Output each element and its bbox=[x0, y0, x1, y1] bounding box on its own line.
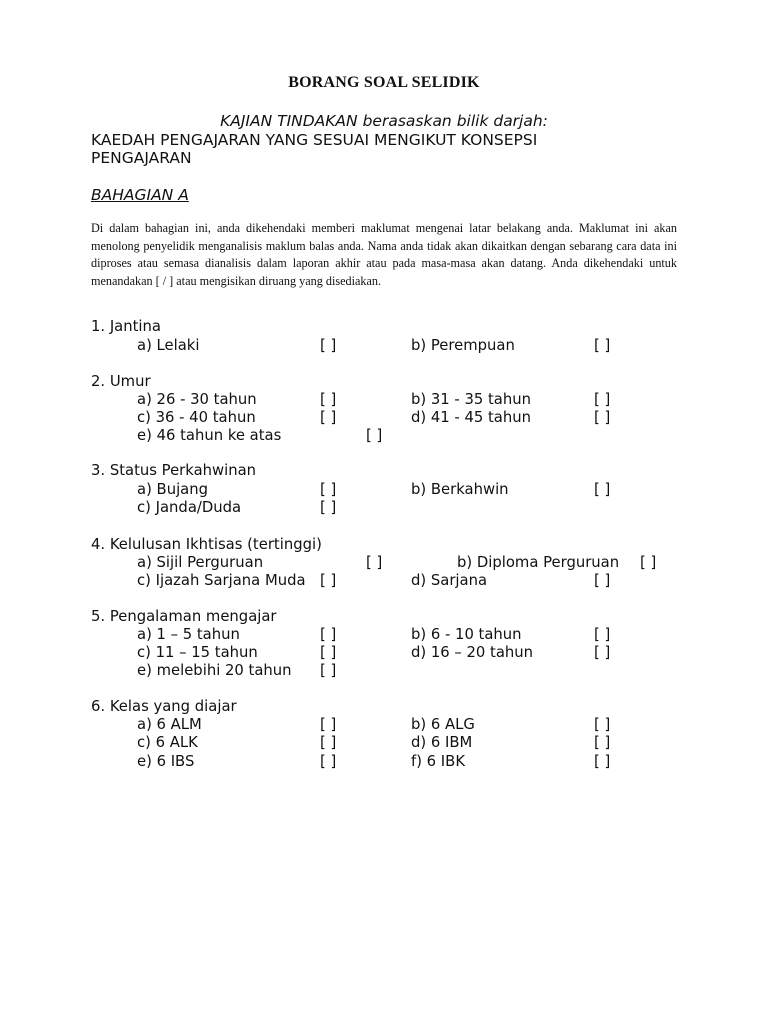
q6-option-d: d) 6 IBM bbox=[411, 734, 473, 751]
question-5-title: 5. Pengalaman mengajar bbox=[91, 608, 277, 625]
q6-checkbox-e[interactable]: [ ] bbox=[320, 753, 337, 770]
q6-checkbox-c[interactable]: [ ] bbox=[320, 734, 337, 751]
q5-checkbox-a[interactable]: [ ] bbox=[320, 626, 337, 643]
q6-checkbox-b[interactable]: [ ] bbox=[594, 716, 611, 733]
q1-checkbox-b[interactable]: [ ] bbox=[594, 337, 611, 354]
q6-checkbox-d[interactable]: [ ] bbox=[594, 734, 611, 751]
q2-checkbox-d[interactable]: [ ] bbox=[594, 409, 611, 426]
q2-option-b: b) 31 - 35 tahun bbox=[411, 391, 531, 408]
q6-option-e: e) 6 IBS bbox=[137, 753, 195, 770]
q6-option-c: c) 6 ALK bbox=[137, 734, 198, 751]
q5-checkbox-c[interactable]: [ ] bbox=[320, 644, 337, 661]
study-heading bbox=[91, 131, 691, 167]
question-2-title: 2. Umur bbox=[91, 373, 151, 390]
study-heading-line-1: KAEDAH PENGAJARAN YANG SESUAI MENGIKUT KONSEPSI bbox=[91, 131, 538, 149]
q6-checkbox-a[interactable]: [ ] bbox=[320, 716, 337, 733]
q2-option-c: c) 36 - 40 tahun bbox=[137, 409, 256, 426]
q4-checkbox-d[interactable]: [ ] bbox=[594, 572, 611, 589]
q6-option-b: b) 6 ALG bbox=[411, 716, 475, 733]
q5-checkbox-e[interactable]: [ ] bbox=[320, 662, 337, 679]
question-3-title: 3. Status Perkahwinan bbox=[91, 462, 257, 479]
q2-option-d: d) 41 - 45 tahun bbox=[411, 409, 531, 426]
q5-option-e: e) melebihi 20 tahun bbox=[137, 662, 292, 679]
q4-checkbox-b[interactable]: [ ] bbox=[640, 554, 657, 571]
q5-option-d: d) 16 – 20 tahun bbox=[411, 644, 534, 661]
q6-option-f: f) 6 IBK bbox=[411, 753, 466, 770]
q3-checkbox-c[interactable]: [ ] bbox=[320, 499, 337, 516]
q4-checkbox-a[interactable]: [ ] bbox=[366, 554, 383, 571]
section-heading: BAHAGIAN A bbox=[91, 186, 189, 204]
q3-checkbox-a[interactable]: [ ] bbox=[320, 481, 337, 498]
form-subtitle bbox=[0, 112, 768, 130]
intro-paragraph: Di dalam bahagian ini, anda dikehendaki memberi maklumat mengenai latar belakang anda. Maklumat ini akan menolong penyelidik menganalisis maklum balas anda. Nama anda tidak akan dikaitkan dengan sebarang cara data ini diproses atau semasa dianalisis dalam laporan akhir atau pada masa-masa akan datang. Anda dikehendaki untuk menandakan [ / ] atau mengisikan diruang yang disediakan. bbox=[91, 221, 677, 288]
q4-option-d: d) Sarjana bbox=[411, 572, 488, 589]
subtitle-rest: berasaskan bilik darjah: bbox=[357, 112, 548, 130]
question-1-title: 1. Jantina bbox=[91, 318, 161, 335]
q5-option-c: c) 11 – 15 tahun bbox=[137, 644, 258, 661]
q1-checkbox-a[interactable]: [ ] bbox=[320, 337, 337, 354]
question-4-title: 4. Kelulusan Ikhtisas (tertinggi) bbox=[91, 536, 322, 553]
q6-option-a: a) 6 ALM bbox=[137, 716, 202, 733]
q1-option-b: b) Perempuan bbox=[411, 337, 515, 354]
q2-option-e: e) 46 tahun ke atas bbox=[137, 427, 282, 444]
q5-checkbox-b[interactable]: [ ] bbox=[594, 626, 611, 643]
q6-checkbox-f[interactable]: [ ] bbox=[594, 753, 611, 770]
q4-option-a: a) Sijil Perguruan bbox=[137, 554, 264, 571]
q1-option-a: a) Lelaki bbox=[137, 337, 200, 354]
question-6-title: 6. Kelas yang diajar bbox=[91, 698, 237, 715]
q2-checkbox-a[interactable]: [ ] bbox=[320, 391, 337, 408]
q2-option-a: a) 26 - 30 tahun bbox=[137, 391, 257, 408]
q4-checkbox-c[interactable]: [ ] bbox=[320, 572, 337, 589]
study-heading-line-2: PENGAJARAN bbox=[91, 149, 192, 167]
q3-option-c: c) Janda/Duda bbox=[137, 499, 242, 516]
q3-option-a: a) Bujang bbox=[137, 481, 209, 498]
q3-option-b: b) Berkahwin bbox=[411, 481, 509, 498]
q4-option-b: b) Diploma Perguruan bbox=[457, 554, 620, 571]
q2-checkbox-c[interactable]: [ ] bbox=[320, 409, 337, 426]
q4-option-c: c) Ijazah Sarjana Muda bbox=[137, 572, 306, 589]
q5-checkbox-d[interactable]: [ ] bbox=[594, 644, 611, 661]
subtitle-italic: KAJIAN TINDAKAN bbox=[220, 112, 358, 130]
q2-checkbox-e[interactable]: [ ] bbox=[366, 427, 383, 444]
form-title: BORANG SOAL SELIDIK bbox=[288, 74, 480, 91]
q5-option-a: a) 1 – 5 tahun bbox=[137, 626, 240, 643]
q2-checkbox-b[interactable]: [ ] bbox=[594, 391, 611, 408]
q3-checkbox-b[interactable]: [ ] bbox=[594, 481, 611, 498]
q5-option-b: b) 6 - 10 tahun bbox=[411, 626, 522, 643]
